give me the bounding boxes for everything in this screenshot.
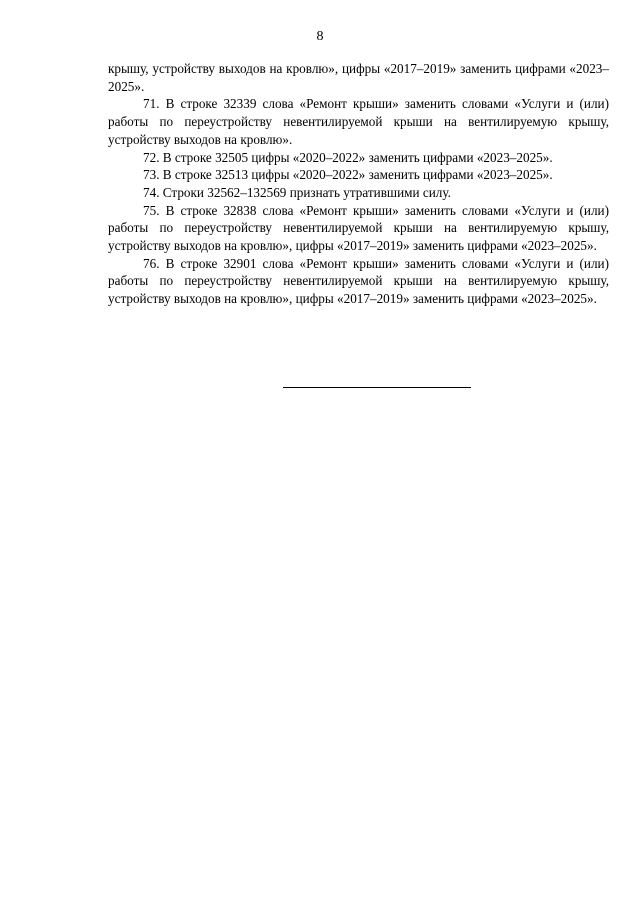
page-number: 8 [316, 29, 324, 44]
paragraph-continuation: крышу, устройству выходов на кровлю», цифры «2017–2019» заменить цифрами «2023–2025». [108, 61, 609, 94]
paragraph-item-71: 71. В строке 32339 слова «Ремонт крыши» заменить словами «Услуги и (или) работы по переустройству невентилируемой крыши на вентилируемую крышу, устройству выходов на кровлю». [108, 96, 609, 147]
paragraph-item-75: 75. В строке 32838 слова «Ремонт крыши» заменить словами «Услуги и (или) работы по переустройству невентилируемой крыши на вентилируемую крышу, устройству выходов на кровлю», цифры «2017–2019» заменить цифрами «2023–2025». [108, 202, 609, 254]
paragraph-item-73: 73. В строке 32513 цифры «2020–2022» заменить цифрами «2023–2025». [143, 167, 553, 183]
document-body [108, 60, 609, 308]
end-of-document-divider [283, 387, 471, 388]
paragraph-item-74: 74. Строки 32562–132569 признать утратившими силу. [143, 184, 451, 200]
paragraph-item-76: 76. В строке 32901 слова «Ремонт крыши» заменить словами «Услуги и (или) работы по переустройству невентилируемой крыши на вентилируемую крышу, устройству выходов на кровлю», цифры «2017–2019» заменить цифрами «2023–2025». [108, 255, 609, 307]
paragraph-item-72: 72. В строке 32505 цифры «2020–2022» заменить цифрами «2023–2025». [143, 149, 553, 165]
